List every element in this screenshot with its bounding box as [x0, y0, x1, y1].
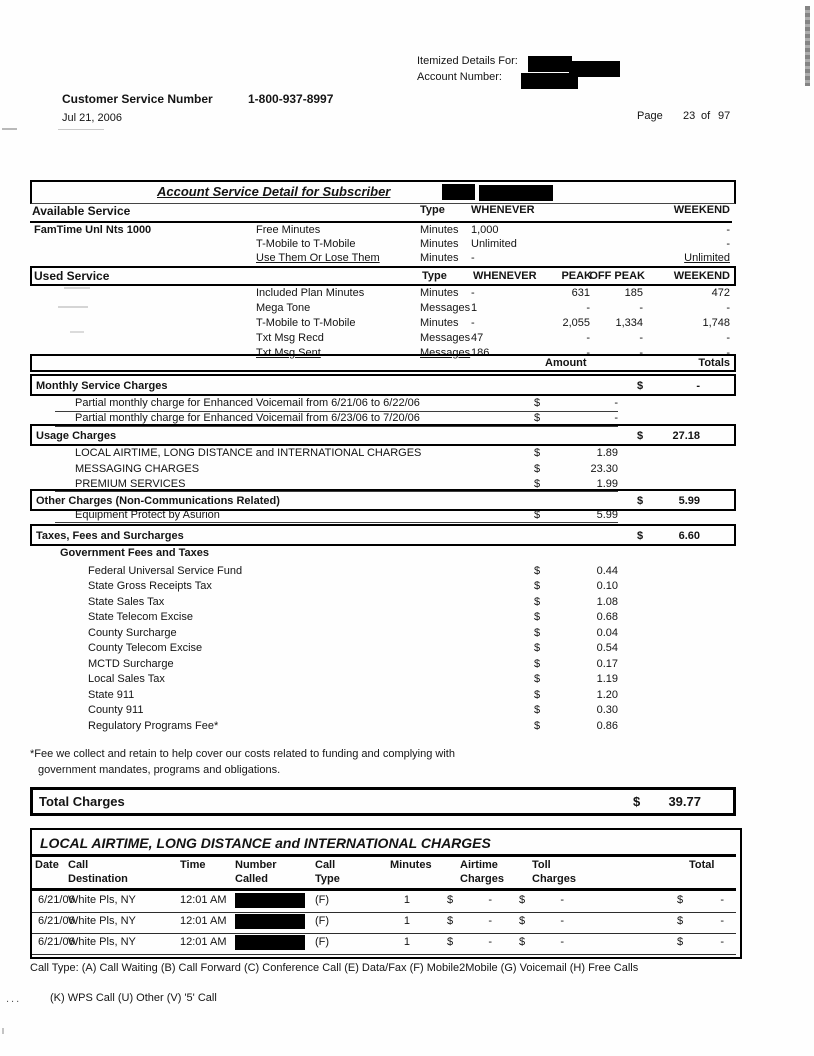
charge-row: [30, 509, 736, 523]
tax-name: MCTD Surcharge: [88, 658, 174, 670]
tax-name: County Surcharge: [88, 627, 177, 639]
col-whenever: WHENEVER: [471, 204, 535, 216]
other-charges-header: [30, 489, 736, 511]
tax-name: Regulatory Programs Fee*: [88, 720, 219, 732]
call-row: [32, 912, 736, 934]
redacted-number-called: [235, 893, 305, 908]
tax-amount: 1.19: [596, 673, 618, 685]
currency-sign: $: [534, 720, 541, 732]
tax-name: State 911: [88, 689, 135, 701]
tax-row: [30, 689, 736, 703]
col-minutes: Minutes: [390, 859, 432, 871]
redacted-subscriber-name: [528, 56, 572, 72]
call-total: -: [720, 915, 724, 927]
toll-charge: -: [560, 936, 564, 948]
scan-artifact: [2, 1028, 4, 1034]
account-detail-title-bar: [30, 180, 736, 204]
used-service-header: [30, 266, 736, 286]
gov-fees-label: Government Fees and Taxes: [60, 547, 209, 559]
call-table-title-bar: [32, 830, 736, 857]
call-destination: White Pls, NY: [68, 894, 136, 906]
col-number-called-2: Called: [235, 873, 269, 885]
call-type-legend: Call Type: (A) Call Waiting (B) Call Forward (C) Conference Call (E) Data/Fax (F) Mobile2Mobile (G) Voicemail (H) Free Calls: [30, 962, 639, 974]
col-toll-charges: Toll: [532, 859, 551, 871]
service-desc: Free Minutes: [256, 224, 321, 236]
col-whenever: WHENEVER: [473, 270, 537, 282]
statement-date: Jul 21, 2006: [62, 112, 122, 124]
tax-amount: 0.54: [596, 642, 618, 654]
used-row: [30, 287, 736, 301]
call-minutes: 1: [403, 915, 410, 927]
col-type: Type: [420, 204, 445, 216]
used-peak: 2,055: [562, 317, 590, 329]
tax-row: [30, 658, 736, 672]
call-date: 6/21/06: [38, 915, 75, 927]
tax-amount: 0.17: [596, 658, 618, 670]
call-destination: White Pls, NY: [68, 936, 136, 948]
used-row: [30, 317, 736, 331]
currency-sign: $: [534, 397, 541, 409]
row-divider: [55, 522, 618, 523]
col-date: Date: [35, 859, 59, 871]
used-weekend: -: [726, 347, 730, 359]
charge-desc: Partial monthly charge for Enhanced Voicemail from 6/23/06 to 7/20/06: [75, 412, 420, 424]
call-minutes: 1: [403, 936, 410, 948]
tax-row: [30, 596, 736, 610]
tax-amount: 0.10: [596, 580, 618, 592]
used-row: [30, 302, 736, 316]
used-row: [30, 332, 736, 346]
col-toll-charges-2: Charges: [532, 873, 577, 885]
call-date: 6/21/06: [38, 894, 75, 906]
currency-sign: $: [534, 704, 541, 716]
used-offpeak: 185: [624, 287, 643, 299]
used-whenever: 186: [471, 347, 490, 359]
account-number-label: Account Number:: [417, 71, 502, 83]
charge-amount: -: [614, 412, 618, 424]
charge-amount: -: [614, 397, 618, 409]
used-offpeak: -: [639, 332, 643, 344]
call-type-legend-2: (K) WPS Call (U) Other (V) '5' Call: [50, 992, 217, 1004]
page-of: of: [701, 110, 711, 122]
charge-desc: Equipment Protect by Asurion: [75, 509, 220, 521]
col-weekend: WEEKEND: [673, 204, 730, 216]
tax-name: County Telecom Excise: [88, 642, 203, 654]
footnote-line1: *Fee we collect and retain to help cover our costs related to funding and complying with: [30, 748, 455, 760]
tax-amount: 0.68: [596, 611, 618, 623]
section-label: Other Charges (Non-Communications Related): [36, 495, 280, 507]
used-peak: -: [586, 332, 590, 344]
currency-sign: $: [534, 689, 541, 701]
col-total: Total: [689, 859, 715, 871]
tax-row: [30, 565, 736, 579]
currency-sign: $: [534, 642, 541, 654]
charge-desc: Partial monthly charge for Enhanced Voicemail from 6/21/06 to 6/22/06: [75, 397, 420, 409]
tax-amount: 1.20: [596, 689, 618, 701]
currency-sign: $: [677, 936, 684, 948]
section-label: Taxes, Fees and Surcharges: [36, 530, 184, 542]
available-service-header: [30, 204, 732, 223]
call-table-header: [32, 857, 736, 891]
call-type: (F): [315, 894, 330, 906]
service-desc: T-Mobile to T-Mobile: [256, 238, 356, 250]
customer-service-label: Customer Service Number: [62, 92, 213, 106]
airtime-charge: -: [488, 915, 492, 927]
currency-sign: $: [677, 915, 684, 927]
call-total: -: [720, 894, 724, 906]
used-whenever: -: [471, 317, 475, 329]
call-date: 6/21/06: [38, 936, 75, 948]
tax-name: State Gross Receipts Tax: [88, 580, 212, 592]
used-peak: 631: [571, 287, 590, 299]
used-whenever: -: [471, 287, 475, 299]
account-detail-title: Account Service Detail for Subscriber: [157, 184, 391, 199]
account-service-detail-table: [30, 180, 736, 372]
tax-amount: 0.04: [596, 627, 618, 639]
footnote-line2: government mandates, programs and obligations.: [38, 764, 281, 776]
used-weekend: -: [726, 332, 730, 344]
currency-sign: $: [519, 894, 526, 906]
section-total: 5.99: [678, 495, 700, 507]
call-time: 12:01 AM: [180, 915, 227, 927]
call-time: 12:01 AM: [180, 936, 227, 948]
airtime-charge: -: [488, 894, 492, 906]
total-charges-box: [30, 787, 736, 816]
used-weekend: 1,748: [702, 317, 730, 329]
tax-row: [30, 673, 736, 687]
usage-charges-header: [30, 424, 736, 446]
service-desc: Use Them Or Lose Them: [256, 252, 380, 264]
used-offpeak: -: [639, 347, 643, 359]
used-desc: Included Plan Minutes: [256, 287, 365, 299]
charge-row: [30, 397, 736, 411]
col-destination: Call: [68, 859, 89, 871]
col-airtime-charges: Airtime: [460, 859, 498, 871]
tax-name: County 911: [88, 704, 144, 716]
currency-sign: $: [534, 509, 541, 521]
tax-subheader: [30, 547, 736, 561]
toll-charge: -: [560, 894, 564, 906]
redacted-number-called: [235, 935, 305, 950]
currency-sign: $: [534, 463, 541, 475]
redacted-number-called: [235, 914, 305, 929]
redacted-subscriber-2: [479, 185, 553, 201]
total-charges-label: Total Charges: [39, 794, 125, 809]
col-weekend: WEEKEND: [673, 270, 730, 282]
currency-sign: $: [534, 412, 541, 424]
section-total: 27.18: [672, 430, 700, 442]
col-time: Time: [180, 859, 206, 871]
section-label: Monthly Service Charges: [36, 380, 168, 392]
used-desc: Mega Tone: [256, 302, 311, 314]
tax-name: State Sales Tax: [88, 596, 165, 608]
page-total: 97: [718, 110, 731, 122]
used-weekend: -: [726, 302, 730, 314]
currency-sign: $: [534, 565, 541, 577]
charge-amount: 1.89: [596, 447, 618, 459]
charge-desc: LOCAL AIRTIME, LONG DISTANCE and INTERNATIONAL CHARGES: [75, 447, 422, 459]
redacted-account-number: [521, 73, 578, 89]
amount-totals-header: [30, 354, 736, 372]
used-type: Minutes: [420, 317, 459, 329]
currency-sign: $: [519, 915, 526, 927]
tax-row: [30, 627, 736, 641]
currency-sign: $: [677, 894, 684, 906]
currency-sign: $: [447, 915, 454, 927]
col-type: Type: [422, 270, 447, 282]
service-type: Minutes: [420, 252, 459, 264]
customer-service-number: 1-800-937-8997: [248, 92, 334, 106]
service-weekend: -: [726, 238, 730, 250]
used-type: Messages: [420, 332, 471, 344]
airtime-charge: -: [488, 936, 492, 948]
currency-sign: $: [534, 478, 541, 490]
currency-sign: $: [534, 627, 541, 639]
used-type: Messages: [420, 347, 471, 359]
col-airtime-charges-2: Charges: [460, 873, 505, 885]
call-detail-table: [30, 828, 742, 959]
taxes-header: [30, 524, 736, 546]
currency-sign: $: [447, 894, 454, 906]
used-desc: Txt Msg Recd: [256, 332, 324, 344]
used-whenever: 1: [471, 302, 478, 314]
service-weekend: Unlimited: [684, 252, 730, 264]
tax-row: [30, 720, 736, 734]
currency-sign: $: [637, 495, 644, 507]
used-service-label: Used Service: [34, 269, 110, 283]
itemized-details-label: Itemized Details For:: [417, 55, 518, 67]
section-total: -: [696, 380, 700, 392]
used-desc: T-Mobile to T-Mobile: [256, 317, 356, 329]
charge-desc: PREMIUM SERVICES: [75, 478, 186, 490]
service-whenever: Unlimited: [471, 238, 517, 250]
currency-sign: $: [534, 611, 541, 623]
currency-sign: $: [637, 380, 644, 392]
tax-amount: 0.44: [596, 565, 618, 577]
tax-amount: 1.08: [596, 596, 618, 608]
col-call-type-2: Type: [315, 873, 340, 885]
used-type: Messages: [420, 302, 471, 314]
service-type: Minutes: [420, 224, 459, 236]
col-amount: Amount: [545, 357, 587, 369]
currency-sign: $: [534, 673, 541, 685]
col-destination-2: Destination: [68, 873, 128, 885]
col-peak: PEAK: [561, 270, 592, 282]
service-type: Minutes: [420, 238, 459, 250]
scan-artifact: ...: [6, 993, 22, 1005]
charge-amount: 1.99: [596, 478, 618, 490]
used-peak: -: [586, 347, 590, 359]
tax-row: [30, 580, 736, 594]
available-row: [30, 238, 736, 252]
tax-name: State Telecom Excise: [88, 611, 193, 623]
currency-sign: $: [534, 580, 541, 592]
service-whenever: 1,000: [471, 224, 499, 236]
tax-amount: 0.30: [596, 704, 618, 716]
used-whenever: 47: [471, 332, 484, 344]
service-name: FamTime Unl Nts 1000: [34, 224, 152, 236]
currency-sign: $: [637, 530, 644, 542]
col-totals: Totals: [698, 357, 730, 369]
charge-amount: 23.30: [590, 463, 618, 475]
currency-sign: $: [633, 794, 641, 809]
tax-name: Federal Universal Service Fund: [88, 565, 243, 577]
charge-desc: MESSAGING CHARGES: [75, 463, 200, 475]
available-row: [30, 252, 736, 266]
available-row: [30, 224, 736, 238]
call-table-title: LOCAL AIRTIME, LONG DISTANCE and INTERNATIONAL CHARGES: [40, 835, 491, 851]
scan-artifact: [805, 6, 810, 86]
scan-artifact: [58, 129, 104, 130]
currency-sign: $: [637, 430, 644, 442]
used-weekend: 472: [711, 287, 730, 299]
redacted-subscriber: [442, 184, 475, 200]
available-service-label: Available Service: [32, 204, 131, 218]
tax-name: Local Sales Tax: [88, 673, 165, 685]
call-row: [32, 933, 736, 955]
service-weekend: -: [726, 224, 730, 236]
monthly-charges-header: [30, 374, 736, 396]
col-call-type: Call: [315, 859, 336, 871]
currency-sign: $: [534, 658, 541, 670]
used-offpeak: 1,334: [615, 317, 643, 329]
currency-sign: $: [534, 596, 541, 608]
charge-amount: 5.99: [596, 509, 618, 521]
call-minutes: 1: [403, 894, 410, 906]
call-destination: White Pls, NY: [68, 915, 136, 927]
currency-sign: $: [519, 936, 526, 948]
page-label: Page: [637, 110, 663, 122]
used-desc: Txt Msg Sent: [256, 347, 321, 359]
call-type: (F): [315, 936, 330, 948]
currency-sign: $: [447, 936, 454, 948]
scan-artifact: [2, 128, 17, 130]
page-current: 23: [683, 110, 696, 122]
section-total: 6.60: [678, 530, 700, 542]
section-label: Usage Charges: [36, 430, 117, 442]
tax-row: [30, 704, 736, 718]
tax-row: [30, 611, 736, 625]
service-whenever: -: [471, 252, 475, 264]
call-time: 12:01 AM: [180, 894, 227, 906]
call-row: [32, 891, 736, 913]
currency-sign: $: [534, 447, 541, 459]
used-peak: -: [586, 302, 590, 314]
charge-row: [30, 463, 736, 477]
col-number-called: Number: [235, 859, 277, 871]
used-offpeak: -: [639, 302, 643, 314]
charge-row: [30, 447, 736, 461]
used-type: Minutes: [420, 287, 459, 299]
toll-charge: -: [560, 915, 564, 927]
tax-row: [30, 642, 736, 656]
col-offpeak: OFF PEAK: [589, 270, 645, 282]
call-total: -: [720, 936, 724, 948]
total-charges-amount: 39.77: [668, 794, 701, 809]
call-type: (F): [315, 915, 330, 927]
tax-amount: 0.86: [596, 720, 618, 732]
